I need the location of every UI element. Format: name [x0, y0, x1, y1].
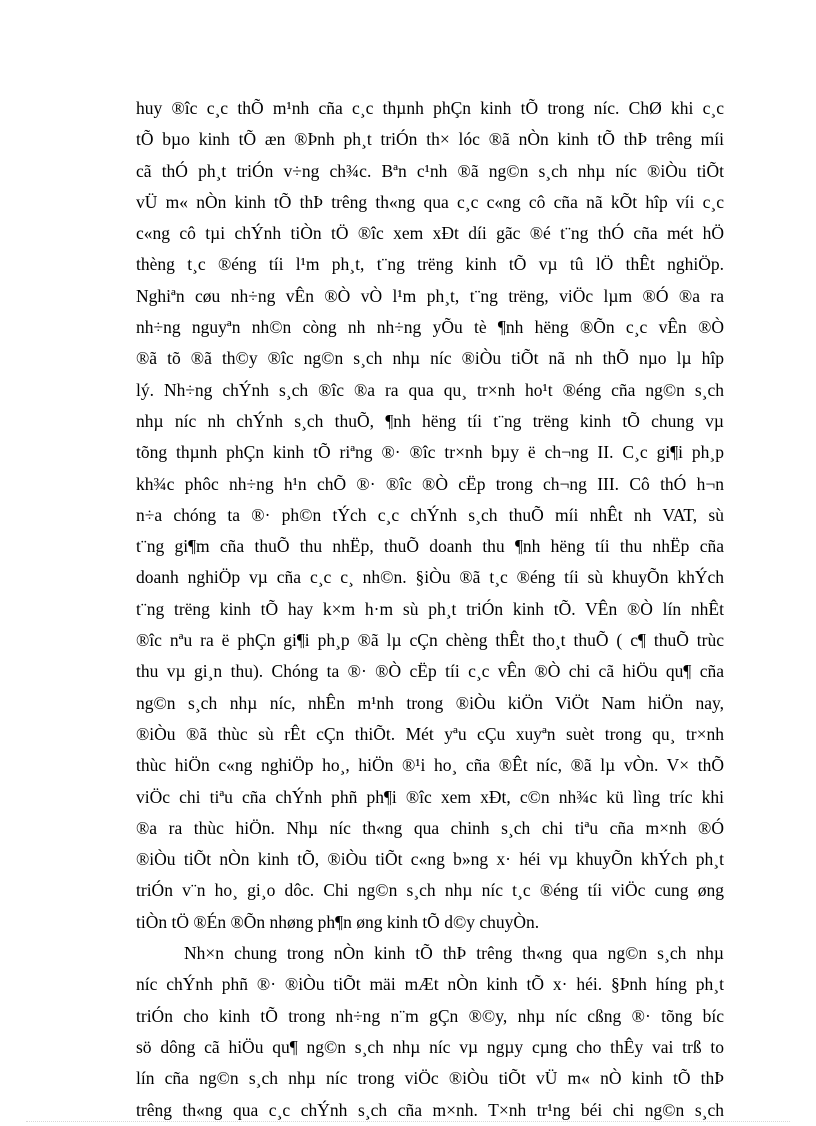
page-bottom-divider [26, 1121, 790, 1122]
text-line: ®iÒu ®ã thùc sù rÊt cÇn thiÕt. Mét yªu cÇu xuyªn suèt trong qu¸ tr×nh [136, 723, 724, 744]
text-line: triÓn v¨n ho¸ gi¸o dôc. Chi ng©n s¸ch nhµ níc t¸c ®éng tíi viÖc cung øng [136, 880, 724, 901]
text-line: c«ng cô tµi chÝnh tiÒn tÖ ®îc xem xÐt díi gãc ®é t¨ng thÓ cña mét hÖ [136, 223, 724, 244]
text-line: thùc hiÖn c«ng nghiÖp ho¸, hiÖn ®¹i ho¸ cña ®Êt níc, ®ã lµ vÒn. V× thÕ [136, 755, 724, 776]
text-line: lý. Nh÷ng chÝnh s¸ch ®îc ®a ra qua qu¸ tr×nh ho¹t ®éng cña ng©n s¸ch [136, 379, 724, 400]
text-line: Nh×n chung trong nÒn kinh tÕ thÞ trêng th«ng qua ng©n s¸ch nhµ [184, 943, 724, 964]
text-line: tÕ bµo kinh tÕ æn ®Þnh ph¸t triÓn th× lóc ®ã nÒn kinh tÕ thÞ trêng míi [136, 129, 724, 150]
text-line: thèng t¸c ®éng tíi l¹m ph¸t, t¨ng trëng kinh tÕ vµ tû lÖ thÊt nghiÖp. [136, 254, 724, 275]
text-line: nh÷ng nguyªn nh©n còng nh nh÷ng yÕu tè ¶nh hëng ®Õn c¸c vÊn ®Ò [136, 317, 724, 338]
text-line: ®ã tõ ®ã th©y ®îc ng©n s¸ch nhµ níc ®iÒu tiÕt nã nh thÕ nµo lµ hîp [136, 348, 724, 369]
body-text [136, 93, 724, 1126]
text-line: cã thÓ ph¸t triÓn v÷ng ch¾c. Bªn c¹nh ®ã ng©n s¸ch nhµ níc ®iÒu tiÕt [136, 160, 724, 181]
text-line: tõng thµnh phÇn kinh tÕ riªng ®· ®îc tr×nh bµy ë ch¬ng II. C¸c gi¶i ph¸p [136, 442, 724, 463]
paragraph-1 [136, 93, 724, 938]
text-line: t¨ng gi¶m cña thuÕ thu nhËp, thuÕ doanh thu ¶nh hëng tíi thu nhËp cña [136, 536, 724, 557]
text-line: triÓn cho kinh tÕ trong nh÷ng n¨m gÇn ®©y, nhµ níc cßng ®· tõng bíc [136, 1005, 724, 1026]
text-line: Nghiªn cøu nh÷ng vÊn ®Ò vÒ l¹m ph¸t, t¨ng trëng, viÖc lµm ®Ó ®a ra [136, 285, 724, 306]
text-line: n÷a chóng ta ®· ph©n tÝch c¸c chÝnh s¸ch thuÕ míi nhÊt nh VAT, sù [136, 504, 724, 525]
paragraph-2 [136, 938, 724, 1126]
text-line: nhµ níc nh chÝnh s¸ch thuÕ, ¶nh hëng tíi t¨ng trëng kinh tÕ chung vµ [136, 410, 724, 431]
text-line: ®iÒu tiÕt nÒn kinh tÕ, ®iÒu tiÕt c«ng b»ng x· héi vµ khuyÕn khÝch ph¸t [136, 849, 724, 870]
text-line: sö dông cã hiÖu qu¶ ng©n s¸ch nhµ níc vµ ngµy cµng cho thÊy vai trß to [136, 1036, 724, 1057]
text-line: lín cña ng©n s¸ch nhµ níc trong viÖc ®iÒu tiÕt vÜ m« nÒ kinh tÕ thÞ [136, 1068, 724, 1089]
text-line: thu vµ gi¸n thu). Chóng ta ®· ®Ò cËp tíi c¸c vÊn ®Ò chi cã hiÖu qu¶ cña [136, 661, 724, 682]
text-line: vÜ m« nÒn kinh tÕ thÞ trêng th«ng qua c¸c c«ng cô cña nã kÕt hîp víi c¸c [136, 191, 724, 212]
text-line: ng©n s¸ch nhµ níc, nhÊn m¹nh trong ®iÒu kiÖn ViÖt Nam hiÖn nay, [136, 692, 724, 713]
text-line: kh¾c phôc nh÷ng h¹n chÕ ®· ®îc ®Ò cËp trong ch¬ng III. Cô thÓ h¬n [136, 473, 724, 494]
text-line: huy ®îc c¸c thÕ m¹nh cña c¸c thµnh phÇn kinh tÕ trong níc. ChØ khi c¸c [136, 98, 724, 118]
text-line: tiÒn tÖ ®Én ®Õn nhøng ph¶n øng kinh tÕ d©y chuyÒn. [136, 911, 540, 932]
text-line: níc chÝnh phñ ®· ®iÒu tiÕt mäi mÆt nÒn kinh tÕ x· héi. §Þnh híng ph¸t [136, 974, 724, 995]
text-line: doanh nghiÖp vµ cña c¸c c¸ nh©n. §iÒu ®ã t¸c ®éng tíi sù khuyÕn khÝch [136, 567, 724, 588]
text-line: t¨ng trëng kinh tÕ hay k×m h·m sù ph¸t triÓn kinh tÕ. VÊn ®Ò lín nhÊt [136, 598, 724, 619]
text-line: ®îc nªu ra ë phÇn gi¶i ph¸p ®ã lµ cÇn chèng thÊt tho¸t thuÕ ( c¶ thuÕ trùc [136, 630, 724, 651]
text-line: viÖc chi tiªu cña chÝnh phñ ph¶i ®îc xem xÐt, c©n nh¾c kü lìng tríc khi [136, 786, 724, 807]
text-line: ®a ra thùc hiÖn. Nhµ níc th«ng qua chinh s¸ch chi tiªu cña m×nh ®Ó [136, 817, 724, 838]
text-line: trêng th«ng qua c¸c chÝnh s¸ch cña m×nh. T×nh tr¹ng béi chi ng©n s¸ch [136, 1099, 724, 1120]
